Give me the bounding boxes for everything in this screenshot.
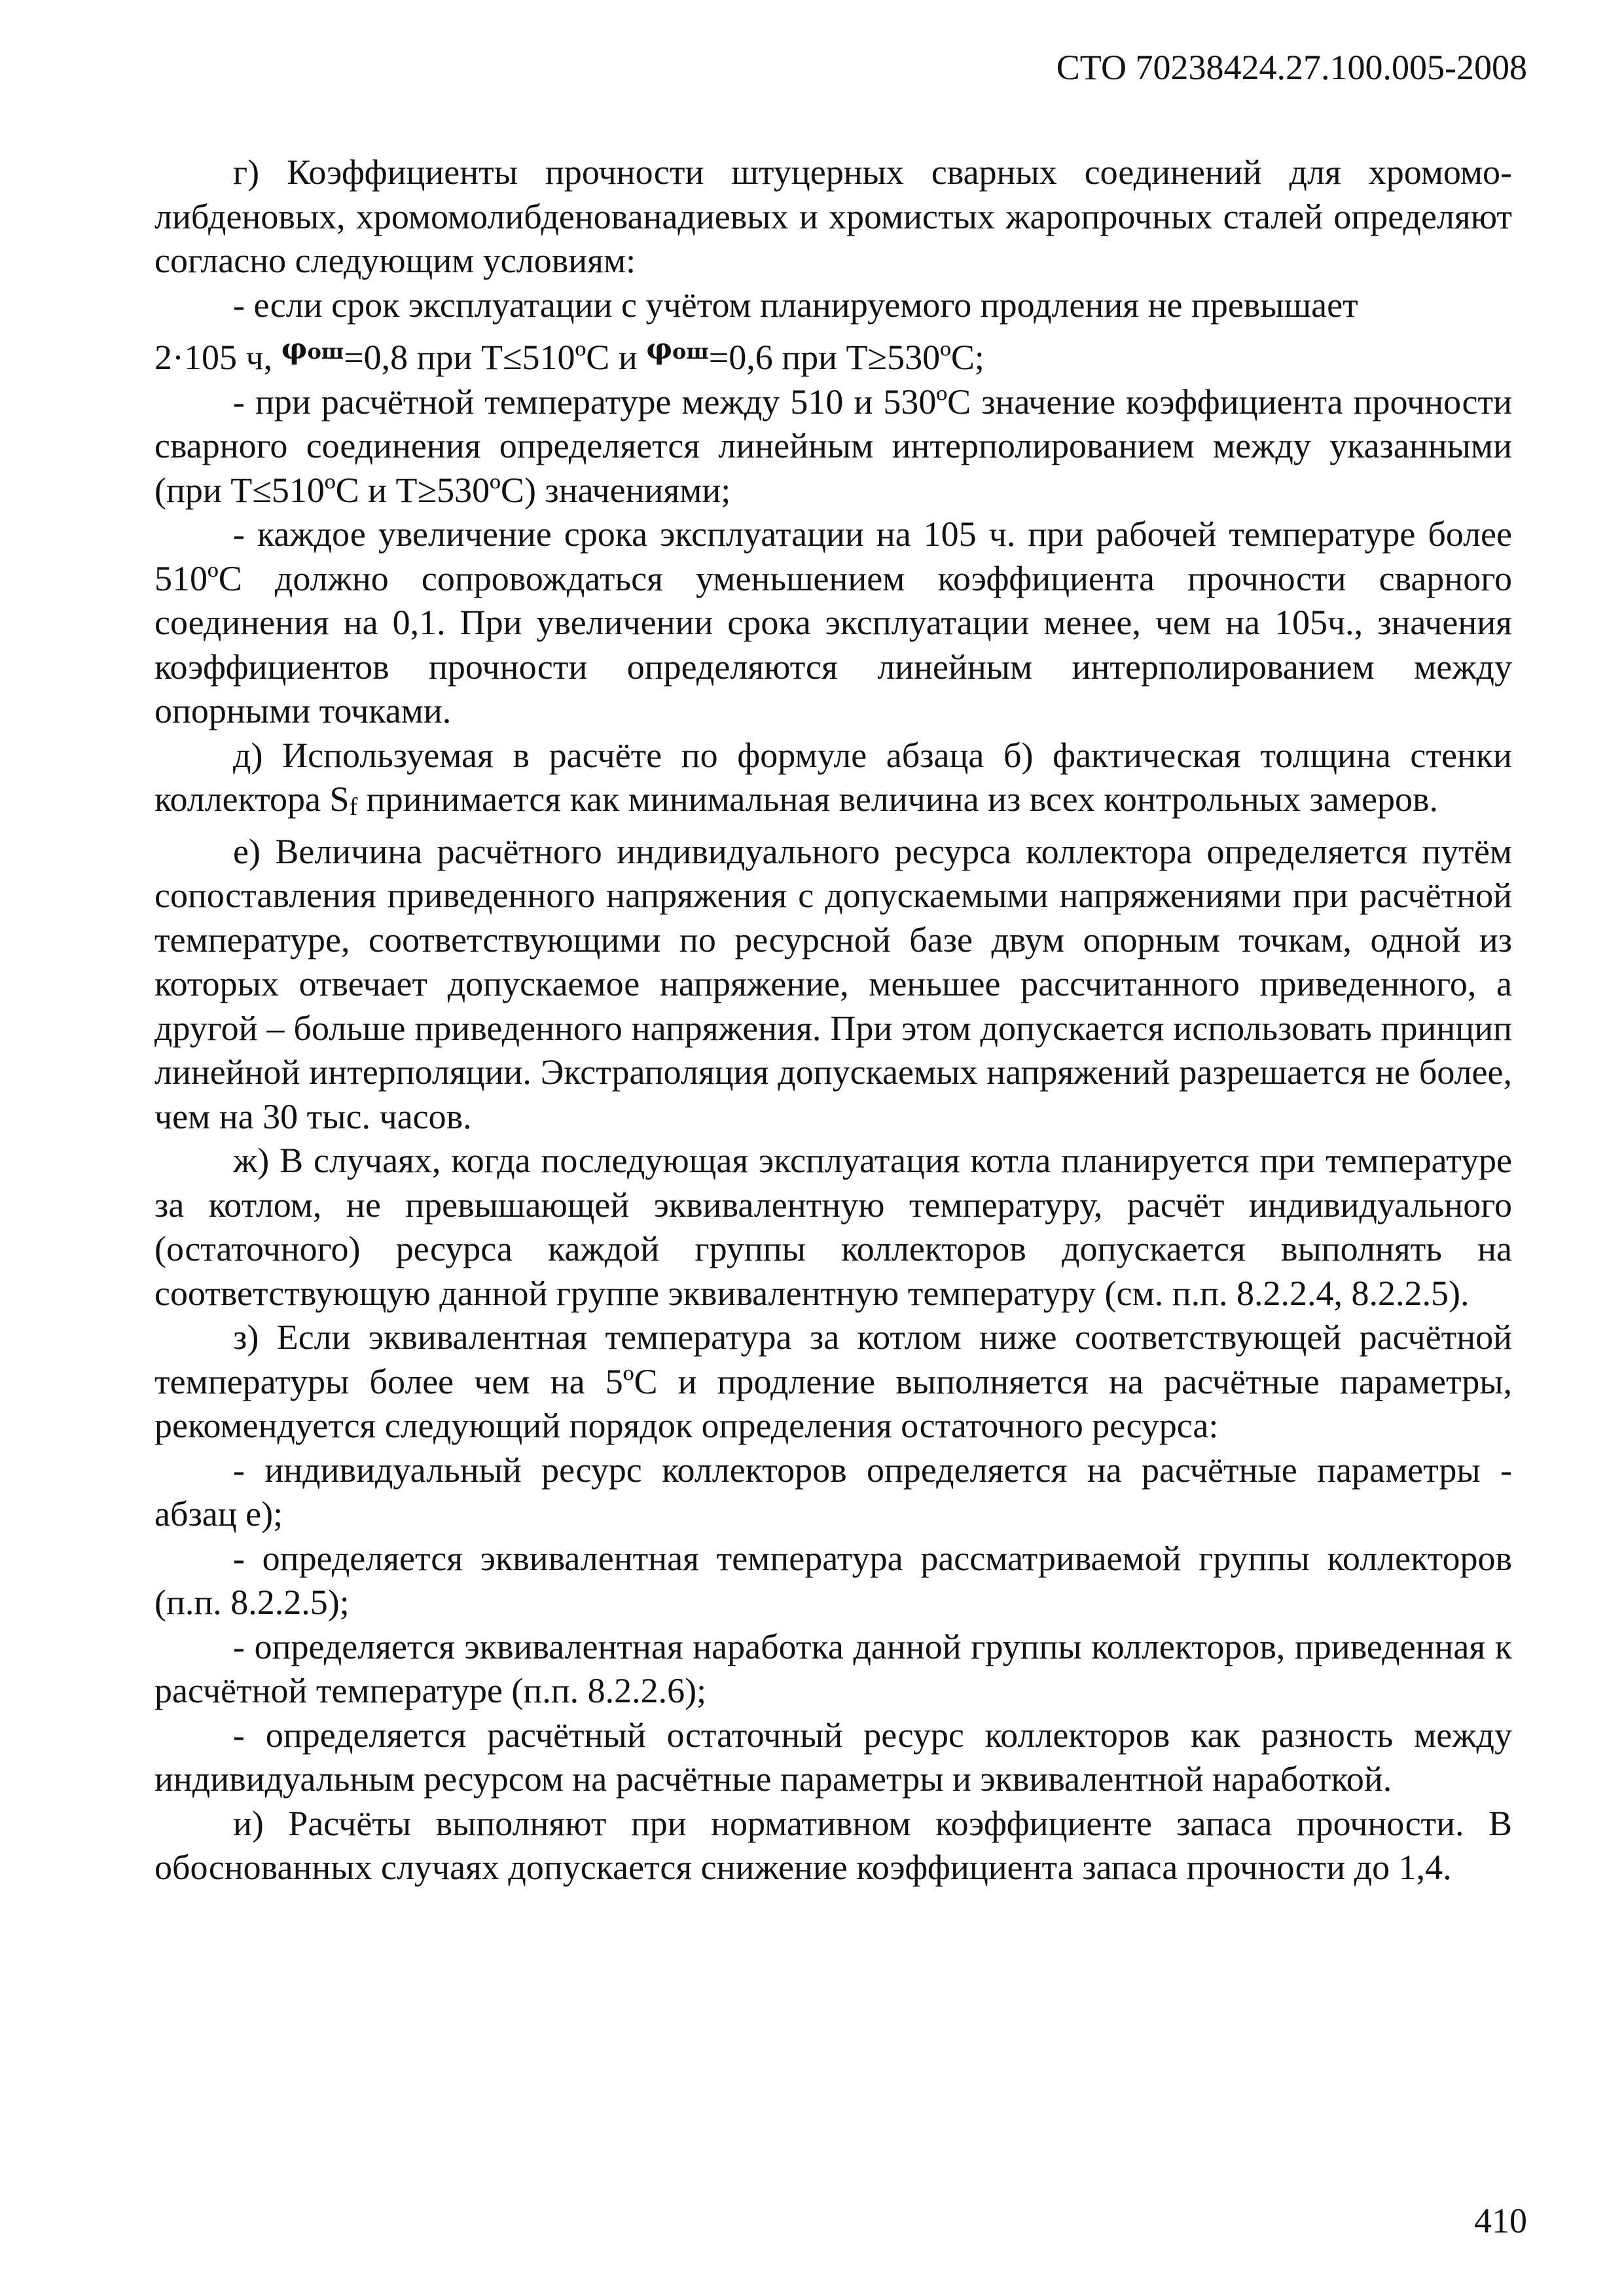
phi-symbol-letter: φ — [281, 332, 308, 366]
sf-subscript: f — [349, 793, 358, 821]
paragraph-i: и) Расчёты выполняют при нормативном коэффициенте запаса прочности. В обоснованных случаях допускается снижение коэффициента запаса прочности до 1,4. — [154, 1803, 1512, 1887]
paragraph-zh: ж) В случаях, когда последующая эксплуатация котла планируется при температуре за котлом, не превышающей эквивалентную температуру, расчёт индивидуального (остаточного) ресурса каждой группы коллекторов допускается выполнять на соответствующую данной группе эквивалентную температуру (см. п.п. 8.2.2.4, 8.2.2.5). — [154, 1141, 1512, 1313]
document-body — [154, 151, 1512, 1890]
phi-symbol-2 — [646, 332, 709, 366]
paragraph-d-suffix: принимается как минимальная величина из всех контрольных замеров. — [366, 780, 1438, 819]
phi-symbol — [281, 332, 344, 366]
phi-subscript: ош — [307, 339, 344, 364]
paragraph-z-item-3: - определяется эквивалентная наработка данной группы коллекторов, приведенная к расчётной температуре (п.п. 8.2.2.6); — [154, 1626, 1512, 1710]
paragraph-z: з) Если эквивалентная температура за котлом ниже соответствующей расчётной температуры более чем на 5ºС и продление выполняется на расчётные параметры, рекомендуется следующий порядок определения остаточного ресурса: — [154, 1318, 1512, 1445]
paragraph-g: г) Коэффициенты прочности штуцерных сварных соединений для хромомолибденовых, хромомолибденованадиевых и хромистых жаропрочных сталей определяют согласно следующим условиям: — [154, 152, 1512, 280]
paragraph-z-item-2: - определяется эквивалентная температура рассматриваемой группы коллекторов (п.п. 8.2.2.5); — [154, 1538, 1512, 1622]
sf-symbol — [330, 780, 358, 819]
paragraph-g-item-1: - если срок эксплуатации с учётом планируемого продления не превышает — [233, 285, 1358, 325]
formula-prefix-text: 2·105 ч, — [154, 338, 273, 377]
paragraph-g-item-1-formula — [154, 327, 1512, 380]
paragraph-g-item-3: - каждое увеличение срока эксплуатации на 105 ч. при рабочей температуре более 510ºС должно сопровождаться уменьшением коэффициента прочности сварного соединения на 0,1. При увеличении срока эксплуатации менее, чем на 105ч., значения коэффициентов прочности определяются линейным интерполированием между опорными точками. — [154, 514, 1512, 730]
paragraph-g-item-2: - при расчётной температуре между 510 и 530ºС значение коэффициента прочности сварного соединения определяется линейным интерполированием между указанными (при Т≤510ºС и Т≥530ºС) значениями; — [154, 382, 1512, 510]
paragraph-e: е) Величина расчётного индивидуального ресурса коллектора определяется путём сопоставления приведенного напряжения с допускаемыми напряжениями при расчётной температуре, соответствующими по ресурсной базе двум опорным точкам, одной из которых отвечает допускаемое напряжение, меньшее рассчитанного приведенного, а другой – больше приведенного напряжения. При этом допускается использовать принцип линейной интерполяции. Экстраполяция допускаемых напряжений разрешается не более, чем на 30 тыс. часов. — [154, 831, 1512, 1136]
paragraph-z-item-1: - индивидуальный ресурс коллекторов определяется на расчётные параметры - абзац е); — [154, 1450, 1512, 1534]
formula-end-text: =0,6 при Т≥530ºС; — [708, 338, 984, 377]
phi-symbol-letter-2: φ — [646, 332, 673, 366]
page-number: 410 — [1474, 2201, 1527, 2240]
formula-mid-text: =0,8 при Т≤510ºС и — [344, 338, 638, 377]
sf-symbol-letter: S — [329, 780, 350, 819]
paragraph-d-prefix: д) Используемая в расчёте по формуле абзаца б) фактическая толщина стенки коллектора — [154, 735, 1512, 819]
paragraph-z-item-4: - определяется расчётный остаточный ресурс коллекторов как разность между индивидуальным ресурсом на расчётные параметры и эквивалентной наработкой. — [154, 1715, 1512, 1799]
standard-code-header: СТО 70238424.27.100.005-2008 — [1056, 48, 1527, 87]
paragraph-d — [154, 734, 1512, 830]
phi-subscript-2: ош — [672, 339, 709, 364]
